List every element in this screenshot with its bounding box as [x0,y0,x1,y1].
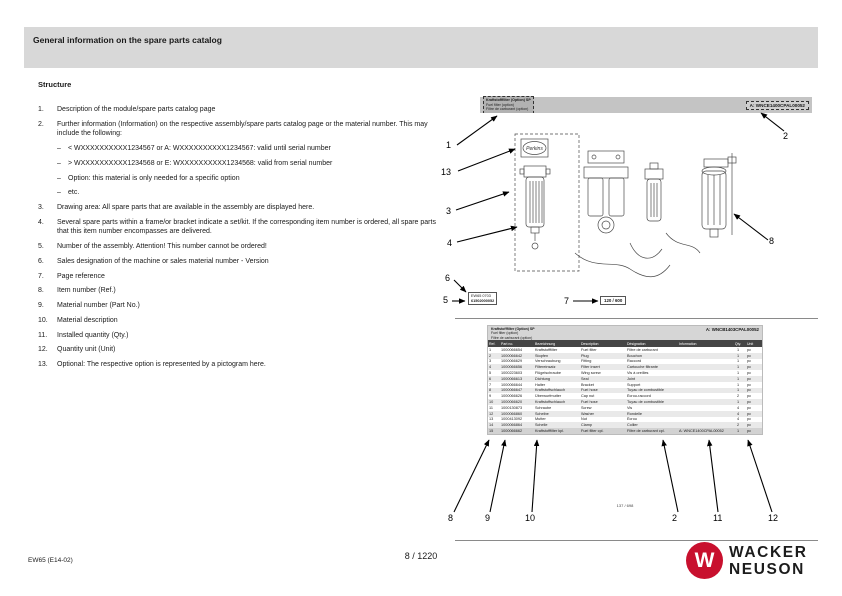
list-number: 4. [38,218,44,226]
cell-part-no: 1000066629 [501,359,523,364]
callout-1: 1 [446,140,452,150]
list-subtext: Option: this material is only needed for a specific option [68,174,240,182]
cell-designation: Support [627,382,641,387]
callout-arrow [663,440,678,512]
callout-arrow [454,440,489,512]
cell-bezeichnung: Verschraubung [535,359,561,364]
callout-table-9: 9 [485,513,491,523]
cell-bezeichnung: Halter [535,382,546,387]
list-item-11 [38,331,442,341]
list-number: 5. [38,243,44,251]
table-row [488,428,762,434]
cell-part-no: 1000066613 [501,376,523,381]
cell-qty: 2 [736,423,740,428]
pictogram-label: Perkins [526,146,543,152]
page-title: General information on the spare parts catalog [24,27,818,68]
callout-6: 6 [445,273,451,283]
callout-3: 3 [446,206,452,216]
callout-table-8: 8 [448,513,454,523]
cell-information: A: WNCE1400CPAL00052 [679,429,724,434]
list-number: 8. [38,287,44,295]
table-header-title [491,327,535,339]
list-number: 3. [38,204,44,212]
section-heading: Structure [38,80,72,89]
cell-designation: Filtre de carburant [627,347,658,352]
cell-ref: 2 [489,353,492,358]
assembly-number-label [468,292,497,305]
col-bezeichnung: Bezeichnung [535,341,556,346]
cell-qty: 1 [736,429,740,434]
document-code: EW65 (E14-02) [28,557,73,564]
cell-unit: pc [747,388,752,393]
cell-part-no: 1000066860 [501,411,523,416]
figure-header [480,97,812,113]
list-item-2 [38,120,442,139]
cell-designation: Écrou [627,417,637,422]
list-text: Number of the assembly. Attention! This number cannot be ordered! [57,243,267,251]
cell-qty: 1 [736,347,740,352]
cell-part-no: 1000066642 [501,353,523,358]
callout-arrow [490,440,505,512]
cell-part-no: 1000066647 [501,388,523,393]
cell-bezeichnung: Kraftstofffilter [535,347,558,352]
cell-part-no: 1000066864 [501,423,523,428]
dash: – [57,159,61,167]
cell-description: Cap nut [581,394,595,399]
cell-ref: 14 [489,423,494,428]
cell-designation: Vis à oreilles [627,371,649,376]
col-information: Information [679,341,697,346]
list-subtext: > WXXXXXXXXXX1234568 or E: WXXXXXXXXXX1234568: valid from serial number [68,159,333,167]
cell-qty: 1 [736,353,740,358]
callout-arrow [748,440,772,512]
cell-description: Filter insert [581,365,600,370]
cell-part-no: 1000066656 [501,365,523,370]
cell-ref: 3 [489,359,492,364]
callout-7: 7 [564,296,570,306]
list-item-8 [38,286,442,296]
list-item-7 [38,272,442,282]
cell-unit: pc [747,429,752,434]
brand-line-1: WACKER [729,544,808,561]
cell-ref: 4 [489,365,492,370]
list-text: Quantity unit (Unit) [57,346,116,354]
brand-wordmark [729,545,808,578]
col-unit: Unit [747,341,754,346]
list-subitems [57,144,442,198]
list-subtext: etc. [68,189,80,197]
cell-bezeichnung: Flügelschraube [535,371,561,376]
cell-description: Fuel hose [581,388,598,393]
callout-table-11: 11 [713,513,723,523]
logo-monogram: W [694,549,715,572]
cell-part-no: 1000413092 [501,417,523,422]
cell-designation: Tuyau de combustible [627,388,665,393]
cell-part-no: 1000223603 [501,371,523,376]
cell-part-no: 1000130873 [501,405,523,410]
fuel-filter-drawing [480,113,812,285]
cell-ref: 15 [489,429,494,434]
divider-middle [455,318,818,319]
title-de: Kraftstofffilter (Option) SP [491,327,535,331]
cell-unit: pc [747,417,752,422]
cell-designation: Écrou-raccord [627,394,651,399]
cell-ref: 12 [489,411,494,416]
cell-unit: pc [747,423,752,428]
list-item-4 [38,218,442,237]
filter-assembly-2 [584,151,628,233]
list-subitem [57,144,442,154]
page-reference-box: 120 / 600 [600,296,626,305]
list-text: Further information (Information) on the respective assembly/spare parts catalog page or the material number. This may include the following: [57,120,428,138]
cell-qty: 1 [736,388,740,393]
list-subitem [57,188,442,198]
cell-description: Clamp [581,423,592,428]
cell-designation: Collier [627,423,638,428]
cell-qty: 1 [736,365,740,370]
cell-qty: 1 [736,376,740,381]
table-page-reference: 137 / 698 [616,503,634,508]
cell-description: Nut [581,417,587,422]
list-text: Optional: The respective option is represented by a pictogram here. [57,360,266,368]
cell-bezeichnung: Kraftstoffschlauch [535,388,566,393]
fuel-hoses [575,233,700,277]
callout-table-12: 12 [768,513,779,523]
title-en: Fuel filter (option) [486,102,514,107]
cell-ref: 1 [489,347,492,352]
cell-designation: Bouchon [627,353,642,358]
cell-qty: 1 [736,371,740,376]
parts-table-figure [487,325,763,435]
cell-bezeichnung: Mutter [535,417,546,422]
cell-description: Fuel hose [581,400,598,405]
callout-8: 8 [769,236,775,246]
cell-part-no: 1000066644 [501,382,523,387]
cell-description: Seal [581,376,589,381]
list-item-3 [38,203,442,213]
cell-qty: 1 [736,359,740,364]
cell-ref: 7 [489,382,492,387]
list-number: 1. [38,106,44,113]
cell-bezeichnung: Überwurfmutter [535,394,562,399]
cell-description: Washer [581,411,594,416]
cell-description: Screw [581,405,592,410]
table-column-header [488,340,762,347]
cell-designation: Cartouche filtrante [627,365,659,370]
cell-part-no: 1000066626 [501,394,523,399]
callout-4: 4 [447,238,453,248]
callout-arrow [709,440,718,512]
cell-unit: pc [747,371,752,376]
cell-qty: 1 [736,382,740,387]
title-fr: Filtre de carburant (option) [491,335,533,340]
cell-designation: Filtre de carburant cpl. [627,429,665,434]
list-text: Description of the module/spare parts catalog page [57,106,216,113]
list-subtext: < WXXXXXXXXXX1234567 or A: WXXXXXXXXXX1234567: valid until serial number [68,145,331,153]
col-description: Description [581,341,599,346]
list-text: Page reference [57,272,105,280]
drawing-area [480,113,812,285]
cell-part-no: 1000066662 [501,429,523,434]
sales-designation: EW65 0703 [471,294,491,298]
list-number: 6. [38,257,44,265]
cell-bezeichnung: Schraube [535,405,552,410]
parts-drawing-figure [480,97,812,285]
cell-unit: pc [747,411,752,416]
cell-unit: pc [747,359,752,364]
list-number: 9. [38,302,44,310]
cell-description: Fuel filter [581,347,597,352]
list-text: Several spare parts within a frame/or bracket indicate a set/kit. If the corresponding item number is ordered, all spare parts that this item number encompasses are delivered. [57,218,436,236]
list-text: Drawing area: All spare parts that are available in the assembly are displayed here. [57,204,315,212]
callout-table-2: 2 [672,513,678,523]
dash: – [57,174,61,182]
list-number: 7. [38,272,44,280]
cell-part-no: 1000066654 [501,347,523,352]
cell-qty: 4 [736,405,740,410]
list-subitem [57,174,442,184]
figure-header-title [483,96,534,113]
list-item-5 [38,242,442,252]
cell-bezeichnung: Schelle [535,423,548,428]
cell-bezeichnung: Scheibe [535,411,549,416]
structure-list [38,105,442,380]
cell-qty: 2 [736,394,740,399]
page-number: 8 / 1220 [404,551,438,561]
brand-line-2: NEUSON [729,560,805,578]
cell-description: Plug [581,353,589,358]
cell-description: Fitting [581,359,592,364]
cell-bezeichnung: Stopfen [535,353,549,358]
cell-bezeichnung: Dichtung [535,376,550,381]
callout-5: 5 [443,295,449,305]
title-fr: Filtre de carburant (option) [486,107,529,112]
list-number: 12. [38,346,48,354]
cell-description: Bracket [581,382,594,387]
filter-assembly-1 [520,166,550,249]
cell-designation: Tuyau de combustible [627,400,665,405]
callout-arrow [532,440,537,512]
cell-ref: 10 [489,400,494,405]
col-qty: Qty. [734,341,742,346]
list-number: 10. [38,316,48,324]
col-designation: Désignation [627,341,646,346]
cell-ref: 11 [489,405,493,410]
cell-unit: pc [747,376,752,381]
cell-bezeichnung: Kraftstofffilter kpl. [535,429,565,434]
cell-unit: pc [747,394,752,399]
list-text: Installed quantity (Qty.) [57,331,129,339]
cell-bezeichnung: Kraftstoffschlauch [535,400,566,405]
cell-description: Wing screw [581,371,601,376]
list-number: 13. [38,360,48,368]
wacker-neuson-logo-icon [686,542,723,579]
list-text: Sales designation of the machine or sales material number - Version [57,257,269,265]
callout-13: 13 [441,167,452,177]
list-item-9 [38,301,442,311]
dash: – [57,189,61,197]
cell-ref: 9 [489,394,492,399]
list-text: Material description [57,316,118,324]
list-item-1 [38,105,442,115]
cell-designation: Raccord [627,359,642,364]
cell-ref: 5 [489,371,492,376]
list-text: Material number (Part No.) [57,302,140,310]
dash: – [57,145,61,153]
callout-table-10: 10 [525,513,536,523]
col-part-no: Part no. [501,341,514,346]
callout-2: 2 [783,131,789,141]
list-item-12 [38,345,442,355]
table-header [488,326,762,340]
table-ref-label: A: WNCB1403CPAL00052 [705,327,759,332]
cell-unit: pc [747,382,752,387]
cell-description: Fuel filter cpl. [581,429,604,434]
col-ref: Ref. [489,341,496,346]
cell-bezeichnung: Filtereinsatz [535,365,556,370]
table-body [488,347,762,434]
list-item-13 [38,360,442,370]
filter-assembly-4 [702,153,736,237]
list-number: 11. [38,331,48,339]
cell-unit: pc [747,353,752,358]
filter-assembly-3 [645,163,663,221]
cell-ref: 6 [489,376,492,381]
cell-ref: 13 [489,417,494,422]
cell-designation: Vis [627,405,633,410]
title-de: Kraftstofffilter (Option) SP [486,98,531,103]
assembly-number: 61502000052 [471,298,495,303]
list-number: 2. [38,120,44,128]
cell-unit: pc [747,365,752,370]
assembly-ref-label: A: WNCE1400CPAL00052 [746,101,809,110]
cell-designation: Joint [627,376,636,381]
cell-qty: 4 [736,417,740,422]
divider-bottom [455,540,818,541]
list-text: Item number (Ref.) [57,287,116,295]
title-en: Fuel filter (option) [491,331,519,336]
cell-qty: 1 [736,400,740,405]
cell-qty: 4 [736,411,740,416]
list-item-10 [38,316,442,326]
cell-unit: pc [747,405,752,410]
list-subitem [57,159,442,169]
cell-unit: pc [747,347,752,352]
list-item-6 [38,257,442,267]
cell-unit: pc [747,400,752,405]
cell-ref: 8 [489,388,492,393]
callout-arrow [454,280,466,292]
cell-designation: Rondelle [627,411,642,416]
cell-part-no: 1000066620 [501,400,523,405]
